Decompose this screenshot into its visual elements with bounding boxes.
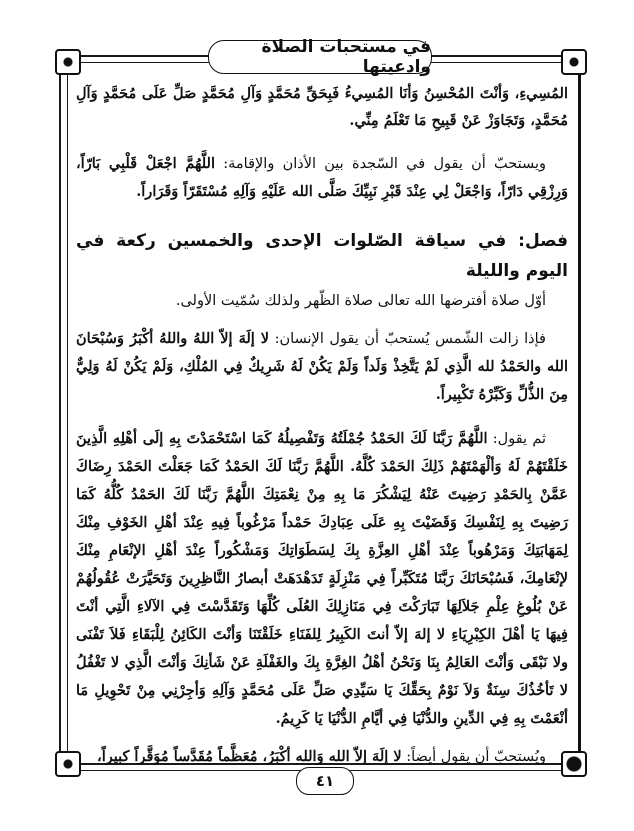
paragraph-intro: ويستحبّ أن يقول في السّجدة بين الأذان والإقامة: xyxy=(215,156,546,172)
paragraph-continuation: المُسِيءِ، وَأنْتَ المُحْسِنُ وَأنَا المُسِيءُ فَبِحَقِّ مُحَمَّدٍ وَآلِ مُحَمَّدٍ صَلِّ عَلَى مُحَمَّدٍ وَآلِ مُحَمَّدٍ، وَتَجَاوَزْ عَنْ قَبِيحِ مَا تَعْلَمُ مِنِّي. xyxy=(76,85,568,129)
paragraph-intro: فإذا زالت الشّمس يُستحبّ أن يقول الإنسان: xyxy=(269,331,546,347)
ornament-corner-icon xyxy=(55,49,81,75)
dua-text: اللَّهُمَّ اجْعَلْ قَلْبِي بَارّاً، وَرِزْقِي دَارّاً، وَاجْعَلْ لِي عِنْدَ قَبْرِ نَبِيِّكَ صَلَّى الله عَلَيْهِ وَآلِهِ مُسْتَقَرّاً وَقَرَاراً. xyxy=(76,155,568,200)
running-header-title: في مستحبات الصلاة وادعيتها xyxy=(261,37,431,77)
page-number-text: ٤١ xyxy=(315,772,335,790)
ornament-corner-icon xyxy=(561,49,587,75)
page-body xyxy=(76,80,568,771)
paragraph-long-dua xyxy=(76,425,568,733)
frame-left-border xyxy=(59,75,68,751)
paragraph-first-prayer: أوّل صلاة أفترضها الله تعالى صلاة الظّهر ولذلك سُمّيت الأولى. xyxy=(175,293,546,309)
paragraph-sajda-dua xyxy=(76,150,568,206)
page-number xyxy=(296,767,354,795)
running-header xyxy=(208,37,432,77)
frame-right-border xyxy=(578,75,581,751)
paragraph-intro: ويُستحبّ أن يقول أيضاً: xyxy=(401,749,546,765)
dua-text: لا إلَهَ إلاّ الله وَالله أكْبَرُ، مُعَظَّماً مُقَدَّساً مُوَقَّراً كبيراً، xyxy=(97,748,402,765)
paragraph-intro: ثم يقول: xyxy=(487,431,547,447)
section-heading: فصل: في سياقة الصّلوات الإحدى والخمسين ركعة في اليوم والليلة xyxy=(76,231,568,281)
paragraph-zawal xyxy=(76,325,568,409)
dua-text: لا إلَهَ إلاّ اللهُ واللهُ أكْبَرُ وَسُبْحَانَ الله والحَمْدُ لله الَّذِي لَمْ يَتَّخِذْ وَلَداً وَلَمْ يَكُنْ لَهُ شَرِيكٌ فِي المُلْكِ، وَلَمْ يَكُنْ لَهُ وَلِيٌّ مِنَ الذُّلِّ وَكَبِّرْهُ تَكْبِيراً. xyxy=(76,330,568,403)
dua-text: اللَّهُمَّ رَبَّنَا لَكَ الحَمْدُ جُمْلَتُهُ وَتَفْصِيلُهُ كَمَا اسْتَحْمَدْتَ بِهِ إلَى أهْلِهِ الَّذِينَ خَلَقْتَهُمْ لَهُ وَألْهَمْتَهُمْ ذَلِكَ الحَمْدَ كُلَّهُ. اللَّهُمَّ رَبَّنَا لَكَ الحَمْدُ كَمَا جَعَلْتَ الحَمْدَ رِضَاكَ عَمَّنْ بِالحَمْدِ رَضِيتَ عَنْهُ لِيَشْكُرَ مَا بِهِ مِنْ نِعْمَتِكَ اللَّهُمَّ رَبَّنَا لَكَ الحَمْدُ كُلُّهُ كَمَا رَضِيتَ بِهِ لِنَفْسِكَ وَقَضَيْتَ بِهِ عَلَى عِبَادِكَ حَمْداً مَرْغُوباً فِيهِ عِنْدَ أهْلِ الخَوْفِ مِنْكَ لِمَهَابَتِكَ وَمَرْهُوباً عِنْدَ أهْلِ العِزَّةِ بِكَ لِسَطَوَاتِكَ وَمَشْكُوراً عِنْدَ أهْلِ الإنْعَامِ مِنْكَ لإنْعَامِكَ، فَسُبْحَانَكَ رَبَّنَا مُتَكَبِّراً فِي مَنْزِلَةٍ تَدَهْدَهَتْ أبصارُ النَّاظِرِينَ وَتَحَيَّرَتْ عُقُولُهُمْ عَنْ بُلُوغِ عِلْمِ جَلاَلِهَا تَبَارَكْتَ فِي مَنَازِلِكَ العُلَى كُلِّهَا وَتَقَدَّسْتَ فِي الآلاءِ الَّتِي أنْتَ فِيهَا يَا أهْلَ الكِبْرِيَاءِ لا إلهَ إلاّ أنتَ الكَبِيرُ لِلفَنَاءِ خَلَقْتَنَا وَأنْتَ الكَائِنُ لِلْبَقَاءِ فَلاَ تَفْنَى ولا نَبْقَى وَأنْتَ العَالِمُ بِنَا وَنَحْنُ أهْلُ الغِرَّةِ بِكَ والغَفْلَةِ عَنْ شَأنِكَ وَأنْتَ الَّذِي لا تَغْفُلُ لا تَأخُذُكَ سِنَةٌ وَلاَ نَوْمٌ بِحَقِّكَ يَا سَيِّدِي صَلِّ عَلَى مُحَمَّدٍ وَآلِهِ وَأجِرْنِي مِنْ تَحْوِيلِ مَا أنْعَمْتَ بِهِ فِي الدِّينِ والدُّنْيَا فِي أيَّامِ الدُّنْيَا يَا كَرِيمُ. xyxy=(76,430,568,727)
